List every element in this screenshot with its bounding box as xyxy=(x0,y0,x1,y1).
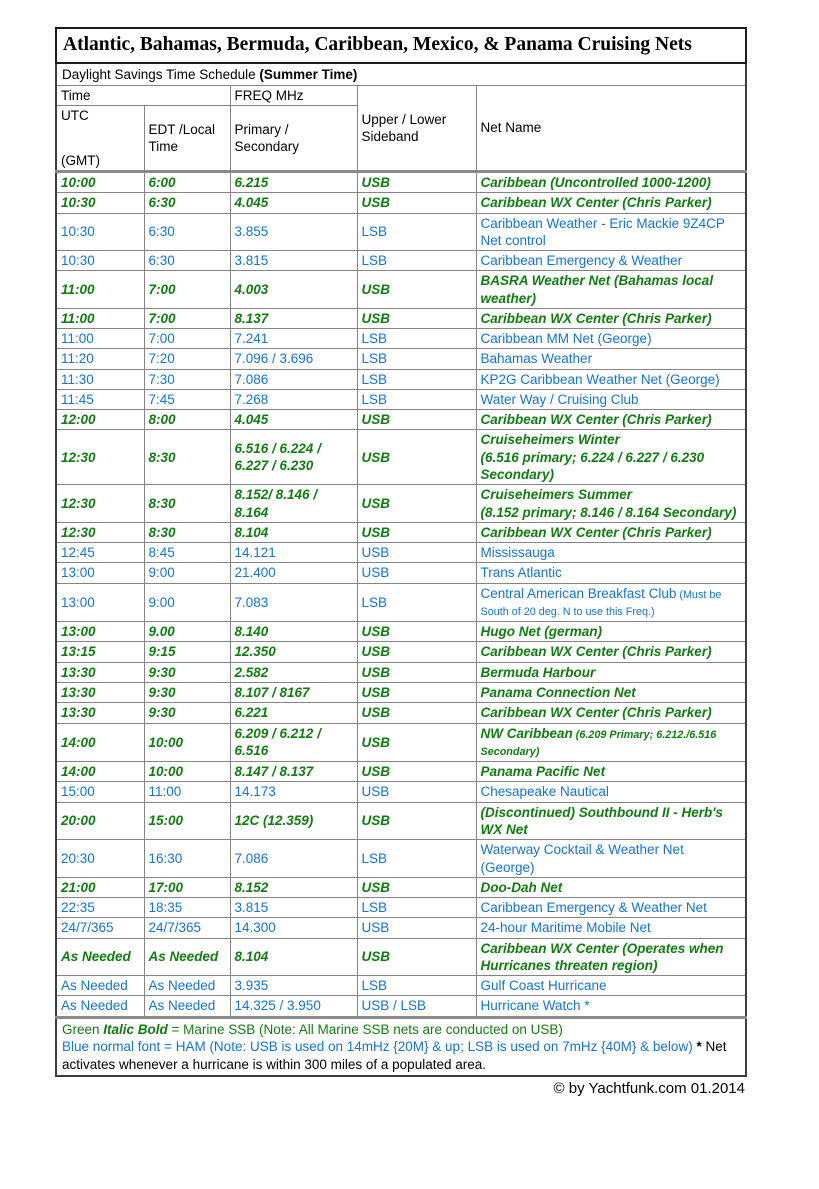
freq-cell: 6.209 / 6.212 / 6.516 xyxy=(230,723,357,762)
table-row xyxy=(56,996,746,1017)
edt-cell: As Needed xyxy=(144,996,230,1017)
edt-cell: 17:00 xyxy=(144,877,230,897)
table-row xyxy=(56,723,746,762)
table-row xyxy=(56,193,746,213)
freq-cell: 14.173 xyxy=(230,782,357,802)
utc-cell: 11:30 xyxy=(56,369,144,389)
net-rows xyxy=(56,172,746,1018)
footnote-hurricane-note: Net activates whenever a hurricane is within 300 miles of a populated area. xyxy=(62,1039,727,1072)
table-row xyxy=(56,703,746,723)
table-row xyxy=(56,349,746,369)
net-name-cell: NW Caribbean (6.209 Primary; 6.212./6.516 Secondary) xyxy=(476,723,746,762)
utc-cell: 14:00 xyxy=(56,723,144,762)
utc-cell: 12:30 xyxy=(56,485,144,523)
net-name-cell: Caribbean WX Center (Operates when Hurricanes threaten region) xyxy=(476,938,746,976)
freq-cell: 14.121 xyxy=(230,543,357,563)
sideband-cell: USB xyxy=(357,642,476,662)
net-name-cell: Caribbean MM Net (George) xyxy=(476,329,746,349)
edt-cell: 6:30 xyxy=(144,193,230,213)
freq-cell: 14.300 xyxy=(230,918,357,938)
sideband-cell: USB xyxy=(357,723,476,762)
utc-cell: 10:00 xyxy=(56,172,144,193)
edt-cell: 11:00 xyxy=(144,782,230,802)
table-row xyxy=(56,622,746,642)
net-name-cell: Panama Connection Net xyxy=(476,683,746,703)
table-row xyxy=(56,877,746,897)
edt-cell: 7:00 xyxy=(144,308,230,328)
freq-cell: 6.221 xyxy=(230,703,357,723)
table-row xyxy=(56,430,746,485)
net-name-cell: Caribbean WX Center (Chris Parker) xyxy=(476,522,746,542)
sideband-cell: LSB xyxy=(357,369,476,389)
net-name-cell: Trans Atlantic xyxy=(476,563,746,583)
table-row xyxy=(56,563,746,583)
sideband-cell: USB xyxy=(357,563,476,583)
freq-cell: 6.215 xyxy=(230,172,357,193)
column-header-utc xyxy=(56,106,144,172)
subtitle-bold: (Summer Time) xyxy=(259,66,358,82)
sideband-cell: USB xyxy=(357,430,476,485)
edt-cell: 9:00 xyxy=(144,563,230,583)
footnote-ham-text: Blue normal font = HAM (Note: USB is used on 14mHz {20M} & up; LSB is used on 7mHz {40M} & below) xyxy=(62,1039,693,1055)
edt-cell: 15:00 xyxy=(144,802,230,840)
utc-cell: 11:20 xyxy=(56,349,144,369)
net-name-cell: Caribbean WX Center (Chris Parker) xyxy=(476,642,746,662)
net-name-cell: Gulf Coast Hurricane xyxy=(476,976,746,996)
sideband-cell: USB xyxy=(357,410,476,430)
freq-cell: 6.516 / 6.224 / 6.227 / 6.230 xyxy=(230,430,357,485)
utc-label: UTC xyxy=(61,108,89,124)
edt-cell: 6:30 xyxy=(144,251,230,271)
edt-cell: 9:00 xyxy=(144,583,230,622)
table-row xyxy=(56,762,746,782)
utc-cell: 10:30 xyxy=(56,213,144,251)
utc-cell: 20:00 xyxy=(56,802,144,840)
net-name-cell: Caribbean Emergency & Weather xyxy=(476,251,746,271)
sideband-cell: LSB xyxy=(357,349,476,369)
edt-cell: 10:00 xyxy=(144,762,230,782)
utc-cell: 13:15 xyxy=(56,642,144,662)
table-row xyxy=(56,840,746,878)
sideband-cell: LSB xyxy=(357,329,476,349)
net-name-cell: Chesapeake Nautical xyxy=(476,782,746,802)
footnote-marine-rest: = Marine SSB (Note: All Marine SSB nets are conducted on USB) xyxy=(167,1021,563,1037)
edt-cell: 10:00 xyxy=(144,723,230,762)
table-row xyxy=(56,918,746,938)
table-row xyxy=(56,938,746,976)
column-header-sideband: Upper / Lower Sideband xyxy=(357,86,476,172)
net-name-cell: Panama Pacific Net xyxy=(476,762,746,782)
edt-cell: 8:30 xyxy=(144,430,230,485)
edt-cell: 8:30 xyxy=(144,522,230,542)
subtitle xyxy=(56,63,746,86)
net-name-cell: Water Way / Cruising Club xyxy=(476,389,746,409)
edt-cell: 9:30 xyxy=(144,683,230,703)
table-row xyxy=(56,782,746,802)
sideband-cell: USB xyxy=(357,522,476,542)
freq-cell: 7.096 / 3.696 xyxy=(230,349,357,369)
sideband-cell: LSB xyxy=(357,976,476,996)
table-row xyxy=(56,662,746,682)
header-group-row xyxy=(56,86,746,106)
page-title: Atlantic, Bahamas, Bermuda, Caribbean, Mexico, & Panama Cruising Nets xyxy=(56,28,746,63)
sideband-cell: LSB xyxy=(357,213,476,251)
net-name-cell: Hurricane Watch * xyxy=(476,996,746,1017)
net-name-cell: Caribbean Weather - Eric Mackie 9Z4CP Net control xyxy=(476,213,746,251)
edt-cell: 18:35 xyxy=(144,898,230,918)
freq-cell: 14.325 / 3.950 xyxy=(230,996,357,1017)
utc-cell: 12:00 xyxy=(56,410,144,430)
edt-cell: 8:45 xyxy=(144,543,230,563)
utc-gap xyxy=(61,125,140,152)
table-row xyxy=(56,583,746,622)
freq-cell: 7.086 xyxy=(230,369,357,389)
freq-cell: 7.086 xyxy=(230,840,357,878)
edt-cell: 6:30 xyxy=(144,213,230,251)
table-row xyxy=(56,543,746,563)
net-name-note: (6.209 Primary; 6.212./6.516 Secondary) xyxy=(480,728,717,759)
utc-cell: 13:30 xyxy=(56,683,144,703)
table-row xyxy=(56,172,746,193)
utc-cell: 11:00 xyxy=(56,329,144,349)
utc-cell: 10:30 xyxy=(56,193,144,213)
footnote-green-word: Green xyxy=(62,1021,104,1037)
utc-cell: As Needed xyxy=(56,976,144,996)
edt-cell: 24/7/365 xyxy=(144,918,230,938)
edt-cell: 9:30 xyxy=(144,662,230,682)
freq-cell: 2.582 xyxy=(230,662,357,682)
sideband-cell: LSB xyxy=(357,389,476,409)
sideband-cell: USB xyxy=(357,543,476,563)
utc-cell: 10:30 xyxy=(56,251,144,271)
sideband-cell: USB xyxy=(357,271,476,309)
net-name-cell: Caribbean WX Center (Chris Parker) xyxy=(476,193,746,213)
sideband-cell: USB xyxy=(357,172,476,193)
sideband-cell: USB xyxy=(357,782,476,802)
footnote-italic-bold: Italic Bold xyxy=(103,1021,168,1037)
footnote xyxy=(56,1017,746,1076)
sideband-cell: USB xyxy=(357,877,476,897)
net-name-cell: Caribbean WX Center (Chris Parker) xyxy=(476,703,746,723)
freq-cell: 8.140 xyxy=(230,622,357,642)
column-header-freq: FREQ MHz xyxy=(230,86,357,106)
freq-cell: 8.147 / 8.137 xyxy=(230,762,357,782)
net-name-cell: Hugo Net (german) xyxy=(476,622,746,642)
edt-cell: 7:00 xyxy=(144,271,230,309)
freq-cell: 7.268 xyxy=(230,389,357,409)
edt-cell: 6:00 xyxy=(144,172,230,193)
subtitle-row xyxy=(56,63,746,86)
net-name-cell: Caribbean Emergency & Weather Net xyxy=(476,898,746,918)
sideband-cell: USB xyxy=(357,622,476,642)
utc-cell: 14:00 xyxy=(56,762,144,782)
sideband-cell: LSB xyxy=(357,251,476,271)
edt-cell: As Needed xyxy=(144,976,230,996)
sideband-cell: LSB xyxy=(357,840,476,878)
edt-cell: 9:15 xyxy=(144,642,230,662)
table-row xyxy=(56,898,746,918)
freq-cell: 7.241 xyxy=(230,329,357,349)
utc-cell: 11:00 xyxy=(56,308,144,328)
freq-cell: 4.045 xyxy=(230,193,357,213)
sideband-cell: USB xyxy=(357,193,476,213)
net-name-cell: Caribbean WX Center (Chris Parker) xyxy=(476,410,746,430)
sideband-cell: USB xyxy=(357,485,476,523)
utc-cell: 22:35 xyxy=(56,898,144,918)
freq-cell: 8.107 / 8167 xyxy=(230,683,357,703)
table-row xyxy=(56,213,746,251)
edt-cell: 16:30 xyxy=(144,840,230,878)
freq-cell: 7.083 xyxy=(230,583,357,622)
column-header-net-name: Net Name xyxy=(476,86,746,172)
utc-cell: 12:45 xyxy=(56,543,144,563)
table-row xyxy=(56,802,746,840)
sideband-cell: USB xyxy=(357,308,476,328)
column-header-primary: Primary / Secondary xyxy=(230,106,357,172)
utc-cell: 13:30 xyxy=(56,662,144,682)
gmt-label: (GMT) xyxy=(61,152,100,168)
table-row xyxy=(56,251,746,271)
utc-cell: 13:30 xyxy=(56,703,144,723)
net-name-cell: Central American Breakfast Club (Must be South of 20 deg. N to use this Freq.) xyxy=(476,583,746,622)
net-name-cell: Waterway Cocktail & Weather Net (George) xyxy=(476,840,746,878)
freq-cell: 4.003 xyxy=(230,271,357,309)
utc-cell: 24/7/365 xyxy=(56,918,144,938)
net-name-cell: Cruiseheimers Summer (8.152 primary; 8.146 / 8.164 Secondary) xyxy=(476,485,746,523)
footnote-line-ham xyxy=(62,1038,740,1073)
freq-cell: 8.104 xyxy=(230,522,357,542)
net-name-cell: Mississauga xyxy=(476,543,746,563)
sideband-cell: LSB xyxy=(357,898,476,918)
footnote-row xyxy=(56,1017,746,1076)
table-row xyxy=(56,976,746,996)
utc-cell: 13:00 xyxy=(56,622,144,642)
freq-cell: 3.855 xyxy=(230,213,357,251)
edt-cell: 9.00 xyxy=(144,622,230,642)
table-row xyxy=(56,410,746,430)
edt-cell: 8:30 xyxy=(144,485,230,523)
net-name-cell: Caribbean WX Center (Chris Parker) xyxy=(476,308,746,328)
cruising-nets-table xyxy=(55,27,747,1077)
utc-cell: 11:45 xyxy=(56,389,144,409)
net-name-cell: (Discontinued) Southbound II - Herb's WX Net xyxy=(476,802,746,840)
sideband-cell: USB xyxy=(357,683,476,703)
sideband-cell: USB xyxy=(357,938,476,976)
freq-cell: 12.350 xyxy=(230,642,357,662)
utc-cell: 13:00 xyxy=(56,563,144,583)
utc-cell: 12:30 xyxy=(56,522,144,542)
utc-cell: As Needed xyxy=(56,996,144,1017)
sideband-cell: USB xyxy=(357,662,476,682)
net-name-cell: Bermuda Harbour xyxy=(476,662,746,682)
net-name-cell: Cruiseheimers Winter (6.516 primary; 6.224 / 6.227 / 6.230 Secondary) xyxy=(476,430,746,485)
sideband-cell: USB xyxy=(357,802,476,840)
column-header-time: Time xyxy=(56,86,230,106)
sideband-cell: USB xyxy=(357,918,476,938)
net-name-cell: Caribbean (Uncontrolled 1000-1200) xyxy=(476,172,746,193)
net-name-cell: KP2G Caribbean Weather Net (George) xyxy=(476,369,746,389)
table-row xyxy=(56,369,746,389)
copyright: © by Yachtfunk.com 01.2014 xyxy=(553,1080,745,1098)
sideband-cell: USB / LSB xyxy=(357,996,476,1017)
freq-cell: 8.104 xyxy=(230,938,357,976)
edt-cell: 8:00 xyxy=(144,410,230,430)
sideband-cell: USB xyxy=(357,762,476,782)
net-name-cell: Bahamas Weather xyxy=(476,349,746,369)
freq-cell: 21.400 xyxy=(230,563,357,583)
table-row xyxy=(56,485,746,523)
table-row xyxy=(56,683,746,703)
edt-cell: 7:30 xyxy=(144,369,230,389)
utc-cell: 20:30 xyxy=(56,840,144,878)
utc-cell: 12:30 xyxy=(56,430,144,485)
column-header-edt: EDT /Local Time xyxy=(144,106,230,172)
net-name-cell: BASRA Weather Net (Bahamas local weather) xyxy=(476,271,746,309)
table-row xyxy=(56,308,746,328)
table-row xyxy=(56,271,746,309)
footnote-line-marine xyxy=(62,1021,740,1039)
title-row xyxy=(56,28,746,63)
freq-cell: 8.152/ 8.146 / 8.164 xyxy=(230,485,357,523)
utc-cell: 13:00 xyxy=(56,583,144,622)
edt-cell: As Needed xyxy=(144,938,230,976)
edt-cell: 7:00 xyxy=(144,329,230,349)
table-row xyxy=(56,522,746,542)
subtitle-text: Daylight Savings Time Schedule xyxy=(62,66,260,82)
sideband-cell: LSB xyxy=(357,583,476,622)
freq-cell: 4.045 xyxy=(230,410,357,430)
edt-cell: 7:45 xyxy=(144,389,230,409)
utc-cell: 21:00 xyxy=(56,877,144,897)
table-row xyxy=(56,329,746,349)
freq-cell: 8.152 xyxy=(230,877,357,897)
net-name-cell: 24-hour Maritime Mobile Net xyxy=(476,918,746,938)
sideband-cell: USB xyxy=(357,703,476,723)
utc-cell: 11:00 xyxy=(56,271,144,309)
table-row xyxy=(56,389,746,409)
freq-cell: 3.935 xyxy=(230,976,357,996)
net-name-cell: Doo-Dah Net xyxy=(476,877,746,897)
utc-cell: As Needed xyxy=(56,938,144,976)
freq-cell: 3.815 xyxy=(230,898,357,918)
footnote-asterisk: * xyxy=(692,1039,706,1055)
net-name-note: (Must be South of 20 deg. N to use this Freq.) xyxy=(480,588,722,619)
edt-cell: 7:20 xyxy=(144,349,230,369)
freq-cell: 3.815 xyxy=(230,251,357,271)
freq-cell: 8.137 xyxy=(230,308,357,328)
utc-cell: 15:00 xyxy=(56,782,144,802)
edt-cell: 9:30 xyxy=(144,703,230,723)
table-row xyxy=(56,642,746,662)
freq-cell: 12C (12.359) xyxy=(230,802,357,840)
